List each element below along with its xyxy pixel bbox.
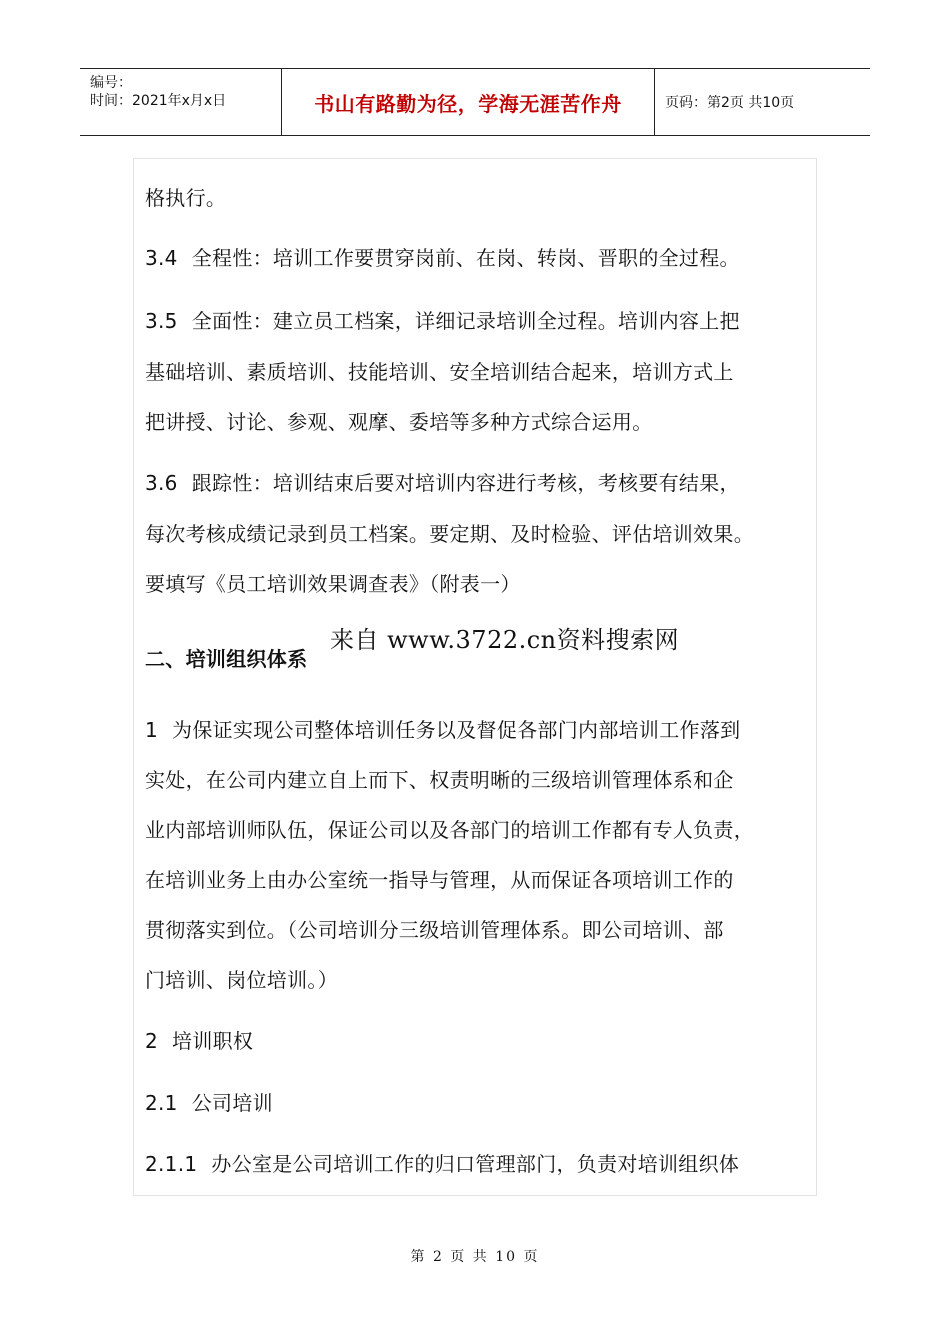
paragraph-line: 格执行。 bbox=[145, 186, 227, 210]
header-date: 时间：2021年x月x日 bbox=[90, 93, 227, 109]
header-meta bbox=[80, 69, 282, 135]
header-motto: 书山有路勤为径，学海无涯苦作舟 bbox=[282, 69, 655, 135]
section-heading: 二、培训组织体系 bbox=[145, 647, 308, 671]
paragraph-2-1-1 bbox=[145, 1148, 739, 1177]
paragraph-line: 基础培训、素质培训、技能培训、安全培训结合起来，培训方式上 bbox=[145, 360, 734, 384]
item-text: 培训职权 bbox=[172, 1029, 254, 1053]
item-number: 3.5 bbox=[145, 309, 178, 333]
section-3-6 bbox=[145, 467, 740, 496]
paragraph-2 bbox=[145, 1025, 253, 1054]
paragraph-line: 门培训、岗位培训。） bbox=[145, 968, 338, 992]
paragraph-line: 要填写《员工培训效果调查表》（附表一） bbox=[145, 572, 521, 596]
section-3-4 bbox=[145, 242, 740, 271]
paragraph-line: 实处，在公司内建立自上而下、权责明晰的三级培训管理体系和企 bbox=[145, 768, 734, 792]
paragraph-line: 把讲授、讨论、参观、观摩、委培等多种方式综合运用。 bbox=[145, 410, 653, 434]
header-number-label: 编号： bbox=[90, 75, 132, 91]
paragraph-1 bbox=[145, 714, 740, 743]
item-number: 2 bbox=[145, 1029, 159, 1053]
item-text: 办公室是公司培训工作的归口管理部门，负责对培训组织体 bbox=[211, 1152, 740, 1176]
paragraph-2-1 bbox=[145, 1087, 273, 1116]
item-text: 为保证实现公司整体培训任务以及督促各部门内部培训工作落到 bbox=[172, 718, 741, 742]
item-text: 跟踪性：培训结束后要对培训内容进行考核，考核要有结果， bbox=[191, 471, 740, 495]
item-number: 3.4 bbox=[145, 246, 178, 270]
page-footer: 第 2 页 共 10 页 bbox=[410, 1249, 540, 1265]
item-number: 3.6 bbox=[145, 471, 178, 495]
item-text: 全程性：培训工作要贯穿岗前、在岗、转岗、晋职的全过程。 bbox=[191, 246, 740, 270]
item-text: 公司培训 bbox=[191, 1091, 273, 1115]
paragraph-line: 在培训业务上由办公室统一指导与管理，从而保证各项培训工作的 bbox=[145, 868, 734, 892]
item-number: 2.1.1 bbox=[145, 1152, 198, 1176]
watermark-text: 来自 www.3722.cn资料搜索网 bbox=[330, 626, 680, 654]
header-page-info: 页码：第2页 共10页 bbox=[665, 95, 795, 111]
section-3-5 bbox=[145, 305, 740, 334]
paragraph-line: 业内部培训师队伍，保证公司以及各部门的培训工作都有专人负责， bbox=[145, 818, 754, 842]
item-number: 1 bbox=[145, 718, 159, 742]
document-header bbox=[80, 68, 870, 136]
item-text: 全面性：建立员工档案，详细记录培训全过程。培训内容上把 bbox=[191, 309, 740, 333]
item-number: 2.1 bbox=[145, 1091, 178, 1115]
paragraph-line: 贯彻落实到位。（公司培训分三级培训管理体系。即公司培训、部 bbox=[145, 918, 724, 942]
paragraph-line: 每次考核成绩记录到员工档案。要定期、及时检验、评估培训效果。 bbox=[145, 522, 754, 546]
